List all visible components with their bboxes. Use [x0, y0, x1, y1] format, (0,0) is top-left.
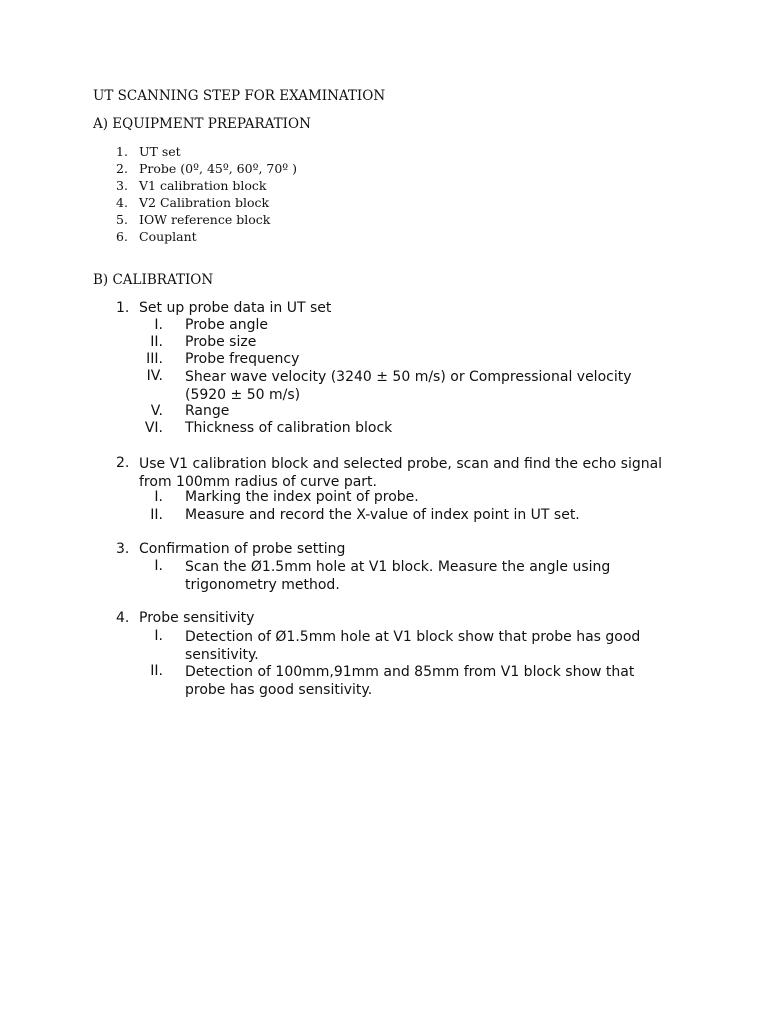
list-item-number: 4. [116, 195, 128, 210]
sub-step-text: Detection of Ø1.5mm hole at V1 block show that probe has good sensitivity. [185, 629, 641, 663]
sub-step-number: I. [154, 489, 163, 505]
step-number: 3. [116, 541, 130, 557]
sub-step-text: Probe angle [185, 317, 269, 333]
list-item-text: V2 Calibration block [139, 195, 270, 210]
document-title: UT SCANNING STEP FOR EXAMINATION [93, 88, 386, 104]
sub-step-text: Thickness of calibration block [185, 420, 393, 436]
step-text: Confirmation of probe setting [139, 541, 346, 557]
sub-step-number: III. [146, 351, 163, 367]
sub-step-text: Scan the Ø1.5mm hole at V1 block. Measure the angle using trigonometry method. [185, 559, 611, 593]
list-item-number: 3. [116, 178, 128, 193]
list-item-number: 6. [116, 229, 128, 244]
sub-step-number: II. [150, 334, 163, 350]
sub-step-number: II. [150, 507, 163, 523]
sub-step-text: Probe size [185, 334, 257, 350]
sub-step-text: Probe frequency [185, 351, 300, 367]
step-text: Set up probe data in UT set [139, 300, 332, 316]
step-text: Use V1 calibration block and selected probe, scan and find the echo signal from 100mm radius of curve part. [139, 456, 663, 490]
sub-step-text: Measure and record the X-value of index point in UT set. [185, 507, 580, 523]
list-item-text: UT set [139, 144, 181, 159]
sub-step-number: VI. [144, 420, 163, 436]
list-item-text: Couplant [139, 229, 197, 244]
list-item-number: 5. [116, 212, 128, 227]
section-b-heading: B) CALIBRATION [93, 272, 214, 288]
sub-step-number: IV. [146, 368, 163, 384]
step-number: 1. [116, 300, 130, 316]
sub-step-text: Detection of 100mm,91mm and 85mm from V1 block show that probe has good sensitivity. [185, 664, 635, 698]
list-item-text: IOW reference block [139, 212, 271, 227]
list-item-number: 1. [116, 144, 128, 159]
sub-step-text: Marking the index point of probe. [185, 489, 419, 505]
section-a-heading: A) EQUIPMENT PREPARATION [93, 116, 311, 132]
sub-step-number: V. [150, 403, 163, 419]
step-number: 4. [116, 610, 130, 626]
list-item-text: V1 calibration block [139, 178, 267, 193]
sub-step-number: I. [154, 317, 163, 333]
step-number: 2. [116, 455, 130, 471]
list-item-number: 2. [116, 161, 128, 176]
sub-step-number: I. [154, 558, 163, 574]
sub-step-number: I. [154, 628, 163, 644]
sub-step-number: II. [150, 663, 163, 679]
sub-step-text: Range [185, 403, 230, 419]
step-text: Probe sensitivity [139, 610, 255, 626]
list-item-text: Probe (0º, 45º, 60º, 70º ) [139, 161, 298, 176]
sub-step-text: Shear wave velocity (3240 ± 50 m/s) or Compressional velocity (5920 ± 50 m/s) [185, 369, 632, 403]
